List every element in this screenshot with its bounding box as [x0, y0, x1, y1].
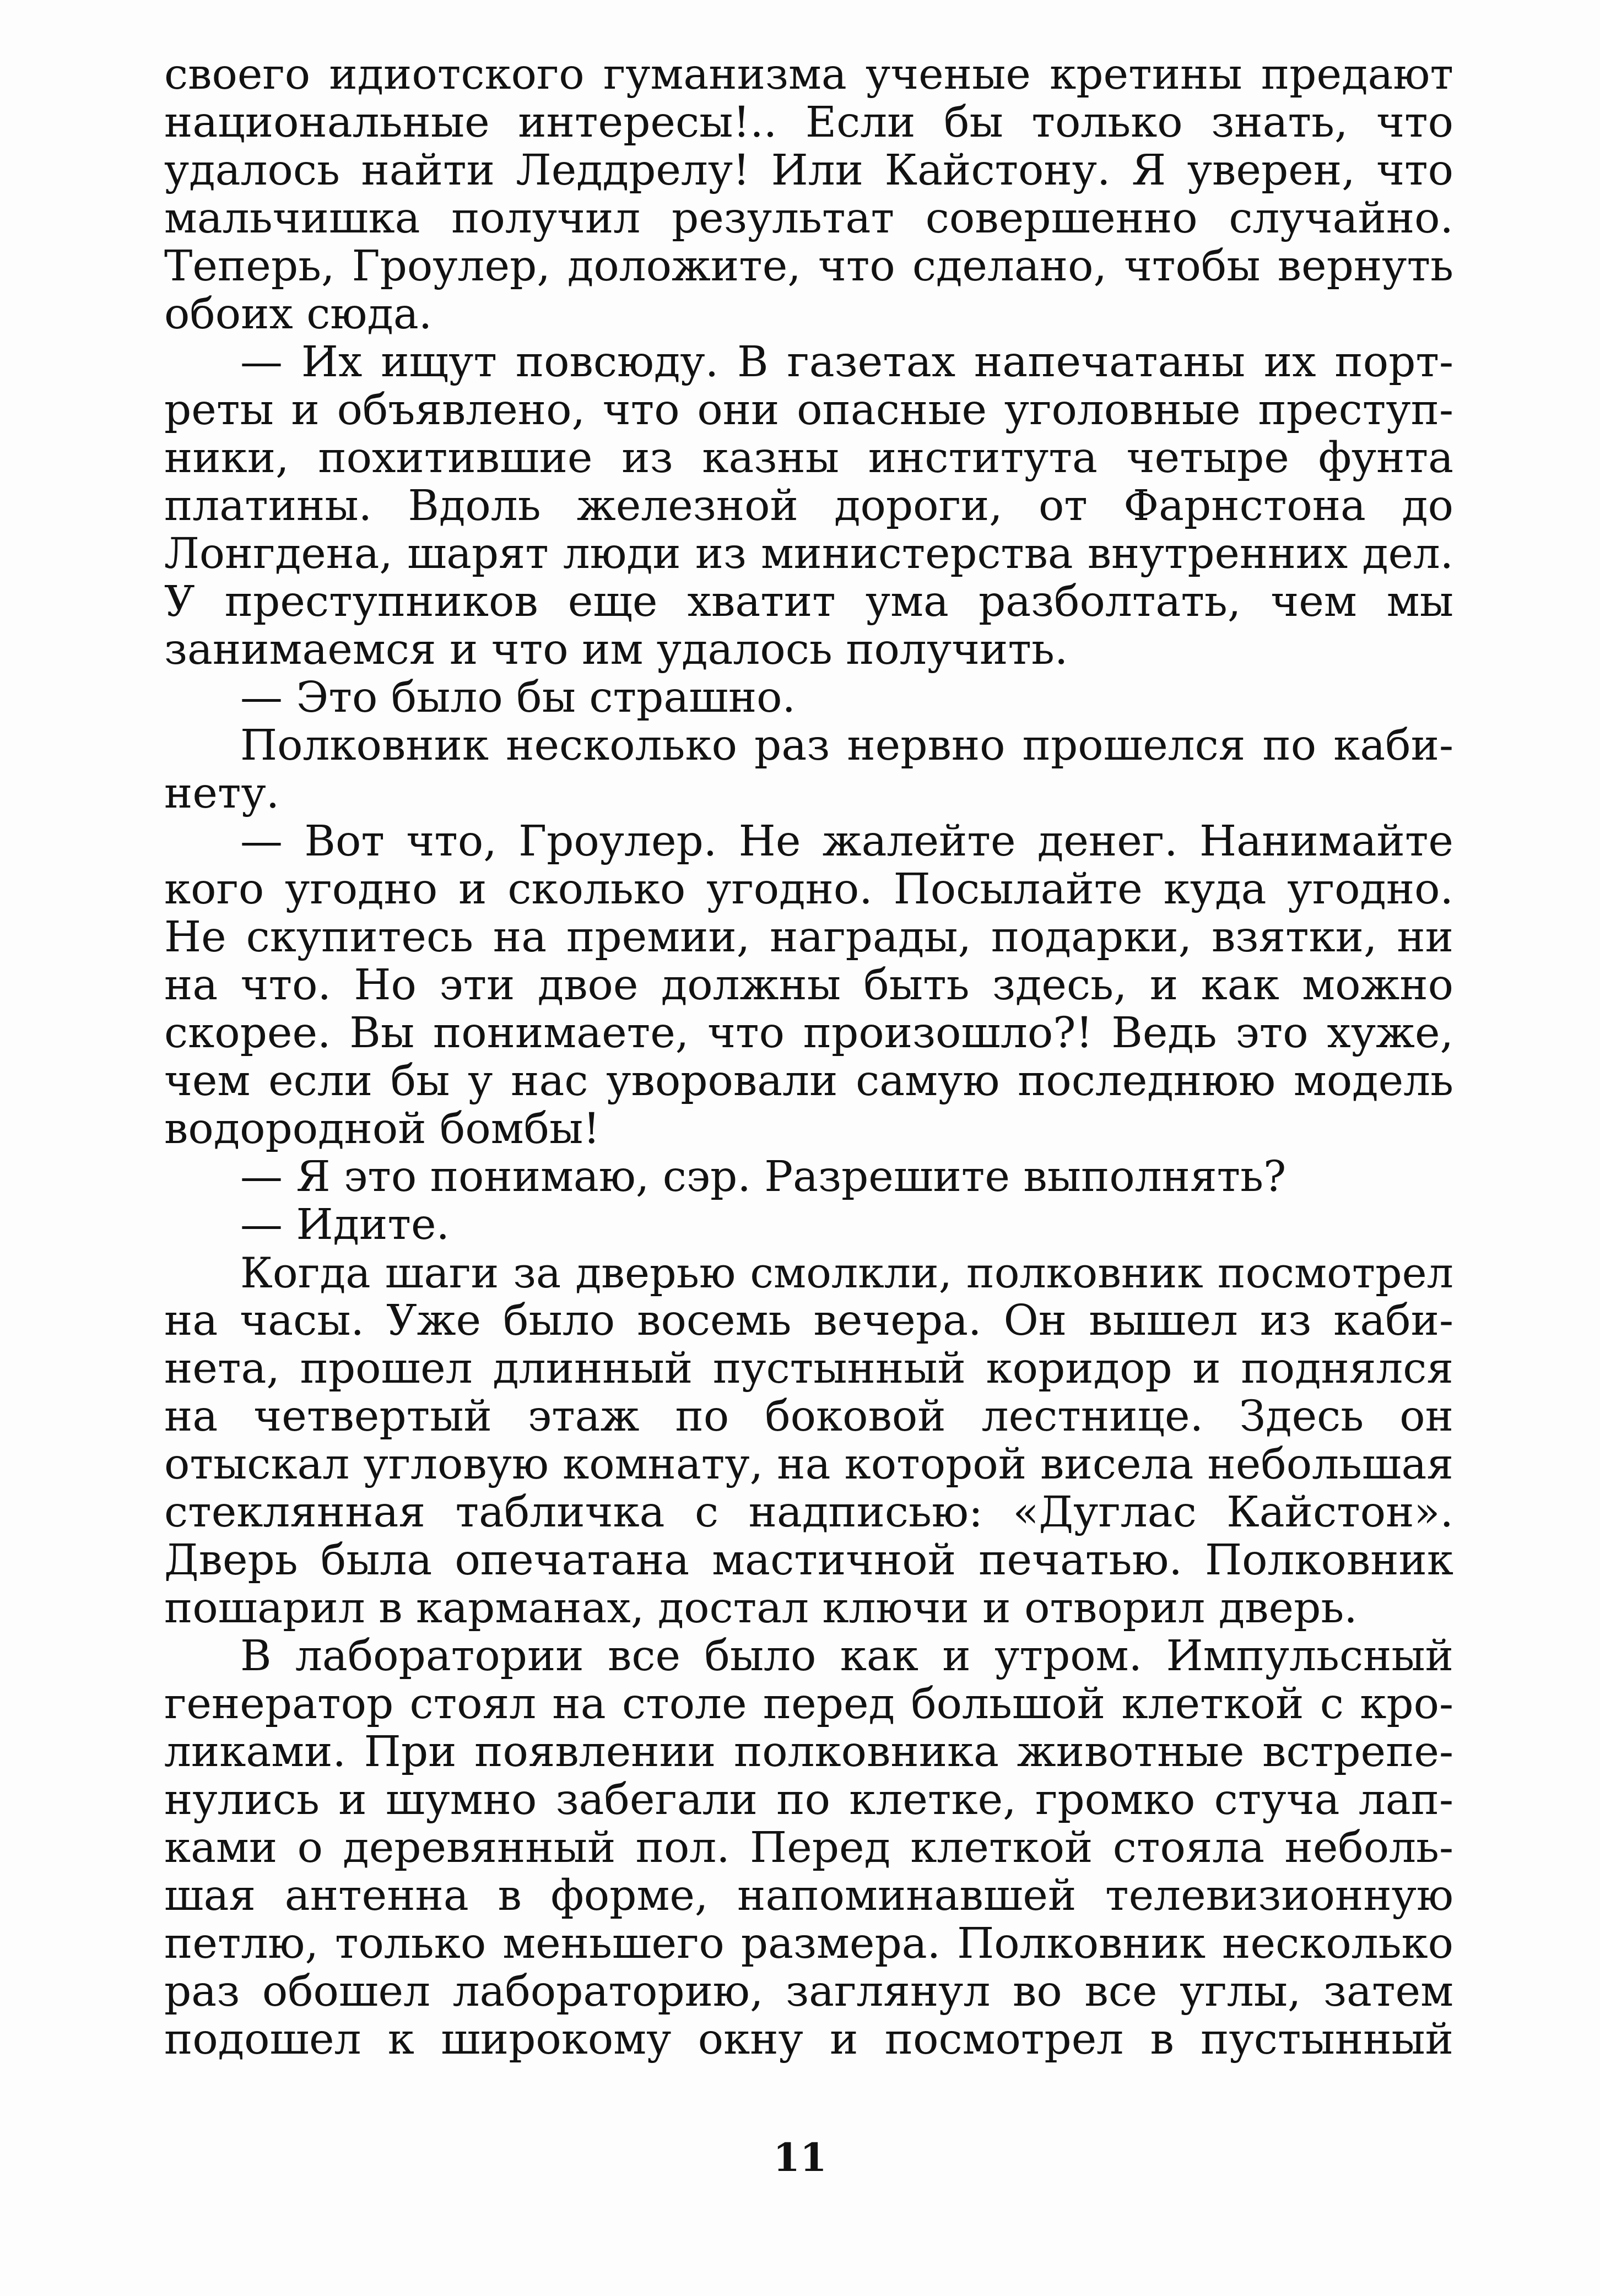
text-line: генератор стоял на столе перед большой клеткой с кро-	[164, 1680, 1453, 1729]
text-line: — Это было бы страшно.	[240, 673, 796, 722]
text-line: ликами. При появлении полковника животные встрепе-	[164, 1728, 1453, 1777]
text-line: Когда шаги за дверью смолкли, полковник посмотрел	[240, 1248, 1453, 1297]
text-line: Полковник несколько раз нервно прошелся по каби-	[240, 721, 1453, 770]
text-line: кого угодно и сколько угодно. Посылайте куда угодно.	[164, 865, 1453, 914]
text-line: чем если бы у нас уворовали самую последнюю модель	[164, 1057, 1453, 1106]
text-line: удалось найти Леддрелу! Или Кайстону. Я уверен, что	[164, 146, 1453, 195]
text-line: реты и объявлено, что они опасные уголовные преступ-	[164, 386, 1453, 435]
text-line: на часы. Уже было восемь вечера. Он вышел из каби-	[164, 1296, 1453, 1345]
text-line: нету.	[164, 769, 280, 818]
text-line: В лаборатории все было как и утром. Импульсный	[240, 1632, 1453, 1681]
text-line: — Идите.	[240, 1200, 450, 1249]
text-line: Дверь была опечатана мастичной печатью. Полковник	[164, 1536, 1453, 1585]
text-line: занимаемся и что им удалось получить.	[164, 625, 1068, 674]
text-line: пошарил в карманах, достал ключи и отворил дверь.	[164, 1584, 1358, 1633]
text-line: национальные интересы!.. Если бы только знать, что	[164, 98, 1453, 147]
text-line: стеклянная табличка с надписью: «Дуглас Кайстон».	[164, 1488, 1453, 1537]
text-line: подошел к широкому окну и посмотрел в пустынный	[164, 2015, 1453, 2064]
text-line: нулись и шумно забегали по клетке, громко стуча лап-	[164, 1775, 1453, 1824]
text-line: — Я это понимаю, сэр. Разрешите выполнять?	[240, 1152, 1287, 1201]
text-line: скорее. Вы понимаете, что произошло?! Ведь это хуже,	[164, 1009, 1453, 1058]
text-line: своего идиотского гуманизма ученые кретины предают	[164, 50, 1453, 99]
text-line: отыскал угловую комнату, на которой висела небольшая	[164, 1440, 1453, 1489]
body-text	[164, 51, 1453, 2064]
text-line: шая антенна в форме, напоминавшей телевизионную	[164, 1871, 1453, 1920]
text-line: Лонгдена, шарят люди из министерства внутренних дел.	[164, 529, 1453, 578]
text-line: У преступников еще хватит ума разболтать, чем мы	[164, 577, 1453, 626]
text-line: Не скупитесь на премии, награды, подарки, взятки, ни	[164, 913, 1453, 962]
text-line: нета, прошел длинный пустынный коридор и поднялся	[164, 1344, 1453, 1393]
text-line: Теперь, Гроулер, доложите, что сделано, чтобы вернуть	[164, 242, 1453, 291]
text-line: мальчишка получил результат совершенно случайно.	[164, 194, 1453, 243]
text-line: обоих сюда.	[164, 290, 433, 339]
page-number: 11	[773, 2135, 827, 2180]
text-line: ники, похитившие из казны института четыре фунта	[164, 434, 1453, 483]
text-line: водородной бомбы!	[164, 1104, 601, 1154]
text-line: ками о деревянный пол. Перед клеткой стояла неболь-	[164, 1823, 1453, 1872]
text-line: раз обошел лабораторию, заглянул во все углы, затем	[164, 1967, 1453, 2016]
text-line: платины. Вдоль железной дороги, от Фарнстона до	[164, 481, 1453, 530]
text-line: на четвертый этаж по боковой лестнице. Здесь он	[164, 1392, 1453, 1441]
text-line: — Их ищут повсюду. В газетах напечатаны их порт-	[240, 338, 1453, 387]
text-line: петлю, только меньшего размера. Полковник несколько	[164, 1919, 1453, 1968]
text-line: — Вот что, Гроулер. Не жалейте денег. Нанимайте	[240, 817, 1453, 866]
text-line: на что. Но эти двое должны быть здесь, и как можно	[164, 961, 1453, 1010]
